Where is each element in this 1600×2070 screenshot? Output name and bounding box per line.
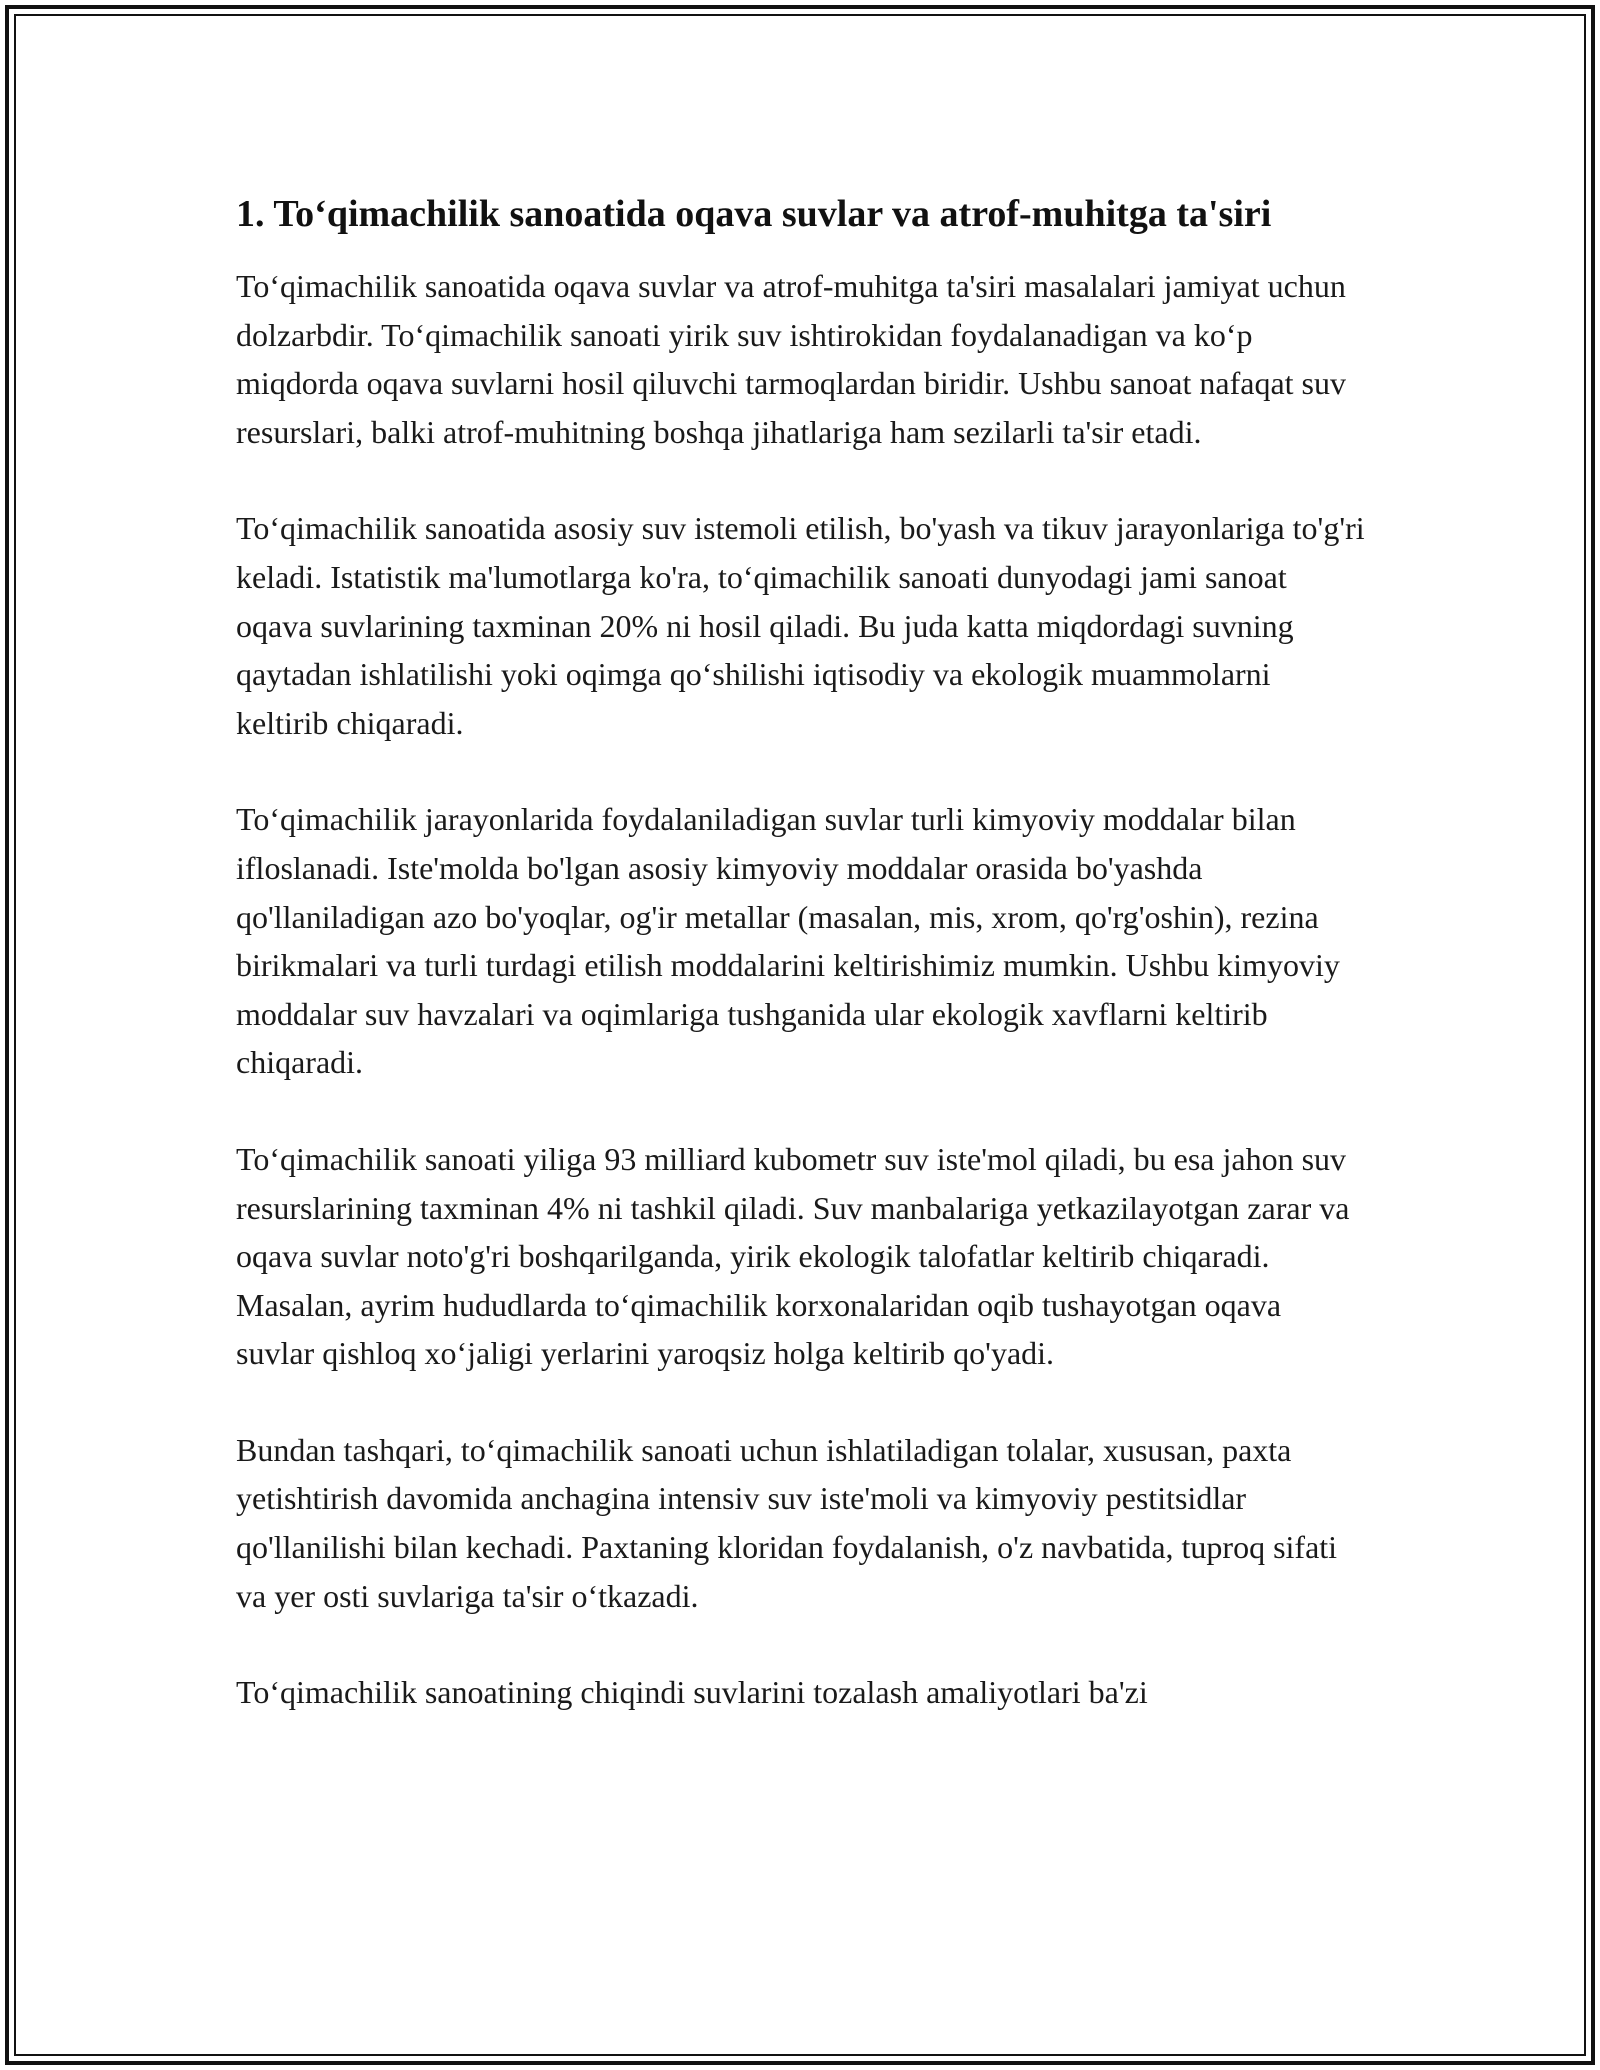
paragraph-6: To‘qimachilik sanoatining chiqindi suvlarini tozalash amaliyotlari ba'zi bbox=[236, 1674, 1148, 1711]
paragraph-2: To‘qimachilik sanoatida asosiy suv istemoli etilish, bo'yash va tikuv jarayonlariga to'g'ri keladi. Istatistik ma'lumotlarga ko'ra, to‘qimachilik sanoati dunyodagi jami sanoat oqava suvlarining taxminan 20% ni hosil qiladi. Bu juda katta miqdordagi suvning qaytadan ishlatilishi yoki oqimga qo‘shilishi iqtisodiy va ekologik muammolarni keltirib chiqaradi. bbox=[236, 510, 1365, 741]
paragraph-1: To‘qimachilik sanoatida oqava suvlar va atrof-muhitga ta'siri masalalari jamiyat uchun dolzarbdir. To‘qimachilik sanoati yirik suv ishtirokidan foydalanadigan va ko‘p miqdorda oqava suvlarni hosil qiluvchi tarmoqlardan biridir. Ushbu sanoat nafaqat suv resurslari, balki atrof-muhitning boshqa jihatlariga ham sezilarli ta'sir etadi. bbox=[236, 268, 1346, 450]
paragraph-4: To‘qimachilik sanoati yiliga 93 milliard kubometr suv iste'mol qiladi, bu esa jahon suv resurslarining taxminan 4% ni tashkil qiladi. Suv manbalariga yetkazilayotgan zarar va oqava suvlar noto'g'ri boshqarilganda, yirik ekologik talofatlar keltirib chiqaradi. Masalan, ayrim hududlarda to‘qimachilik korxonalaridan oqib tushayotgan oqava suvlar qishloq xo‘jaligi yerlarini yaroqsiz holga keltirib qo'yadi. bbox=[236, 1140, 1350, 1372]
paragraph-3: To‘qimachilik jarayonlarida foydalaniladigan suvlar turli kimyoviy moddalar bilan ifloslanadi. Iste'molda bo'lgan asosiy kimyoviy moddalar orasida bo'yashda qo'llaniladigan azo bo'yoqlar, og'ir metallar (masalan, mis, xrom, qo'rg'oshin), rezina birikmalari va turli turdagi etilish moddalarini keltirishimiz mumkin. Ushbu kimyoviy moddalar suv havzalari va oqimlariga tushganida ular ekologik xavflarni keltirib chiqaradi. bbox=[236, 801, 1340, 1081]
document-body bbox=[236, 186, 1366, 1765]
section-heading: 1. To‘qimachilik sanoatida oqava suvlar va atrof-muhitga ta'siri bbox=[236, 193, 1272, 235]
paragraph-5: Bundan tashqari, to‘qimachilik sanoati uchun ishlatiladigan tolalar, xususan, paxta yetishtirish davomida anchagina intensiv suv iste'moli va kimyoviy pestitsidlar qo'llanilishi bilan kechadi. Paxtaning kloridan foydalanish, o'z navbatida, tuproq sifati va yer osti suvlariga ta'sir o‘tkazadi. bbox=[236, 1431, 1338, 1614]
